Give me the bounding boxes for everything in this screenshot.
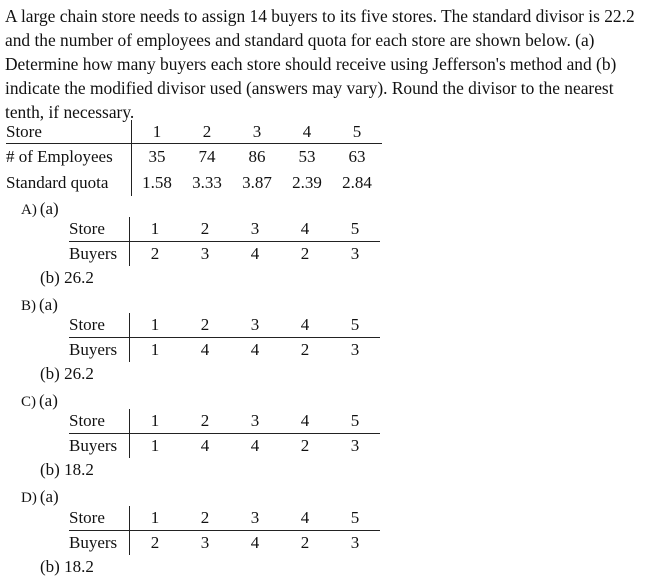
option-d-label: D) (a) — [21, 487, 59, 506]
store-number: 2 — [180, 313, 230, 338]
buyers-value: 2 — [300, 436, 310, 455]
store-number: 5 — [330, 313, 380, 338]
option-c-table — [69, 409, 380, 458]
store-number: 4 — [280, 409, 330, 434]
store-label: Store — [69, 217, 130, 242]
store-number: 1 — [130, 506, 181, 531]
store-number: 5 — [330, 217, 380, 242]
employees-value: 86 — [248, 147, 266, 166]
store-number: 4 — [280, 506, 330, 531]
buyers-value: 1 — [150, 340, 160, 359]
buyers-value: 3 — [350, 436, 360, 455]
buyers-value: 2 — [300, 533, 310, 552]
option-a-divisor: (b) 26.2 — [40, 268, 94, 287]
store-number: 5 — [330, 409, 380, 434]
buyers-value: 2 — [300, 244, 310, 263]
buyers-label: Buyers — [69, 242, 130, 267]
option-b-divisor: (b) 26.2 — [40, 364, 94, 383]
store-number: 2 — [180, 506, 230, 531]
buyers-value: 2 — [150, 533, 160, 552]
store-number: 2 — [180, 409, 230, 434]
store-number: 1 — [130, 409, 181, 434]
store-label: Store — [69, 313, 130, 338]
buyers-value: 3 — [350, 533, 360, 552]
store-number: 1 — [130, 313, 181, 338]
option-a-label: A) (a) — [21, 199, 59, 218]
store-number: 4 — [282, 120, 332, 144]
data-table — [6, 120, 382, 196]
store-number: 2 — [182, 120, 232, 144]
buyers-value: 2 — [300, 340, 310, 359]
employees-value: 74 — [198, 147, 216, 166]
option-a-table — [69, 217, 380, 266]
question-text: A large chain store needs to assign 14 buyers to its five stores. The standard divisor is 22.2 and the number of employees and standard quota for each store are shown below. (a) Determine how many buyers each store should receive using Jefferson's method and (b) indicate the modified divisor used (answers may vary). Round the divisor to the nearest tenth, if necessary. — [5, 6, 635, 122]
store-number: 1 — [132, 120, 183, 144]
store-number: 3 — [232, 120, 282, 144]
store-number: 3 — [230, 217, 280, 242]
store-header-row — [6, 120, 382, 144]
buyers-value: 3 — [200, 533, 210, 552]
store-header-label: Store — [6, 120, 132, 144]
buyers-value: 2 — [150, 244, 160, 263]
quota-value: 2.39 — [292, 173, 322, 192]
buyers-value: 4 — [250, 244, 260, 263]
employees-value: 63 — [348, 147, 366, 166]
buyers-value: 1 — [150, 436, 160, 455]
store-number: 5 — [332, 120, 382, 144]
store-number: 5 — [330, 506, 380, 531]
store-number: 2 — [180, 217, 230, 242]
store-number: 4 — [280, 313, 330, 338]
option-c-label: C) (a) — [21, 391, 58, 410]
store-number: 1 — [130, 217, 181, 242]
store-number: 3 — [230, 506, 280, 531]
quota-value: 3.33 — [192, 173, 222, 192]
store-label: Store — [69, 409, 130, 434]
buyers-value: 3 — [200, 244, 210, 263]
store-label: Store — [69, 506, 130, 531]
store-number: 4 — [280, 217, 330, 242]
buyers-value: 4 — [250, 340, 260, 359]
option-c-divisor: (b) 18.2 — [40, 460, 94, 479]
buyers-value: 3 — [350, 340, 360, 359]
buyers-label: Buyers — [69, 531, 130, 556]
quota-value: 1.58 — [142, 173, 172, 192]
employees-value: 53 — [298, 147, 316, 166]
employees-row — [6, 144, 382, 171]
option-d-divisor: (b) 18.2 — [40, 557, 94, 576]
quota-value: 3.87 — [242, 173, 272, 192]
store-number: 3 — [230, 409, 280, 434]
quota-label: Standard quota — [6, 170, 132, 196]
store-number: 3 — [230, 313, 280, 338]
buyers-value: 4 — [250, 436, 260, 455]
buyers-value: 3 — [350, 244, 360, 263]
buyers-value: 4 — [200, 436, 210, 455]
option-b-label: B) (a) — [21, 295, 58, 314]
buyers-label: Buyers — [69, 338, 130, 363]
buyers-label: Buyers — [69, 434, 130, 459]
quota-value: 2.84 — [342, 173, 372, 192]
option-b-table — [69, 313, 380, 362]
employees-value: 35 — [148, 147, 166, 166]
employees-label: # of Employees — [6, 144, 132, 171]
option-d-table — [69, 506, 380, 555]
buyers-value: 4 — [250, 533, 260, 552]
quota-row — [6, 170, 382, 196]
buyers-value: 4 — [200, 340, 210, 359]
